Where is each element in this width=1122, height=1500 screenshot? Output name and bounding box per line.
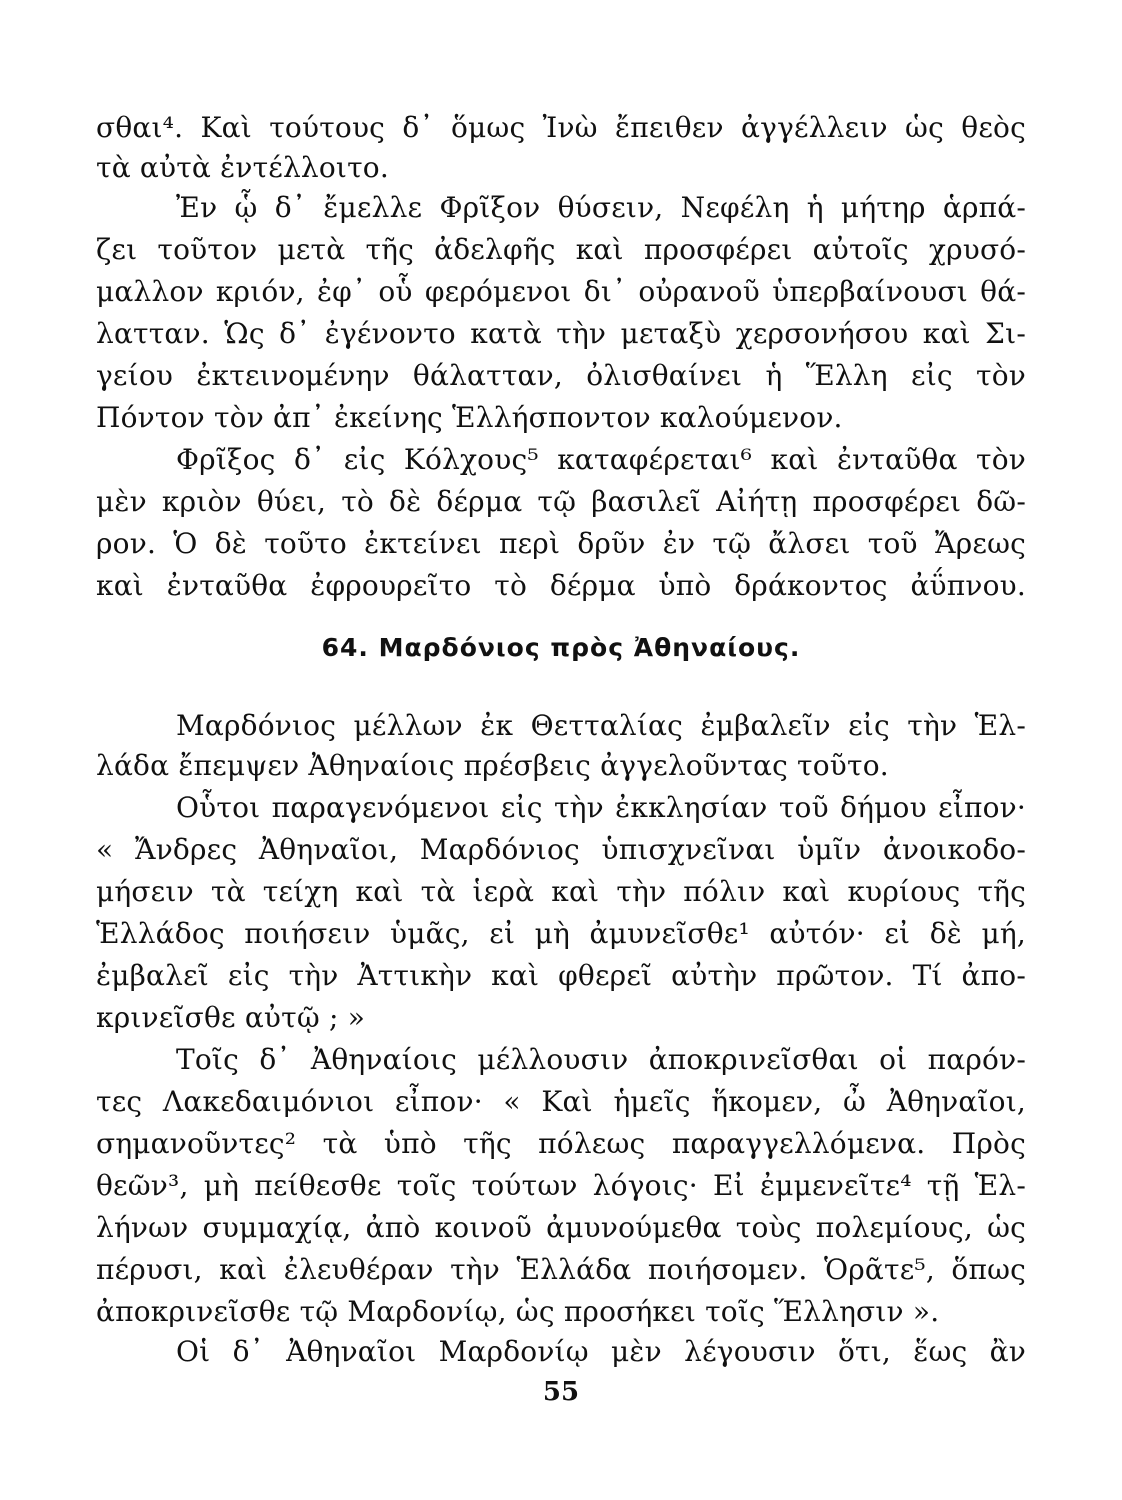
page-number: 55 [542,1377,580,1407]
text-line: ζει τοῦτον μετὰ τῆς ἀδελφῆς καὶ προσφέρει αὐτοῖς χρυσό- [96,233,1026,266]
text-line: μαλλον κριόν, ἐφ᾽ οὗ φερόμενοι δι᾽ οὐρανοῦ ὑπερβαίνουσι θά- [96,275,1026,308]
paragraph-first-line: Φρῖξος δ᾽ εἰς Κόλχους⁵ καταφέρεται⁶ καὶ ἐνταῦθα τὸν [176,443,1026,476]
paragraph-first-line: Οἱ δ᾽ Ἀθηναῖοι Μαρδονίῳ μὲν λέγουσιν ὅτι, ἕως ἂν [176,1335,1026,1368]
text-line: σημανοῦντες² τὰ ὑπὸ τῆς πόλεως παραγγελλόμενα. Πρὸς [96,1127,1026,1160]
paragraph-first-line: Ἐν ᾧ δ᾽ ἔμελλε Φρῖξον θύσειν, Νεφέλη ἡ μήτηρ ἁρπά- [176,191,1026,224]
text-line: κρινεῖσθε αὐτῷ ; » [96,1001,366,1034]
text-line: λήνων συμμαχίᾳ, ἀπὸ κοινοῦ ἀμυνούμεθα τοὺς πολεμίους, ὡς [96,1211,1026,1244]
text-line: τες Λακεδαιμόνιοι εἶπον· « Καὶ ἡμεῖς ἥκομεν, ὦ Ἀθηναῖοι, [96,1085,1026,1118]
text-line: ἀποκρινεῖσθε τῷ Μαρδονίῳ, ὡς προσήκει τοῖς Ἕλλησιν ». [96,1295,940,1328]
section-heading: 64. Μαρδόνιος πρὸς Ἀθηναίους. [321,633,801,662]
text-line: σθαι⁴. Καὶ τούτους δ᾽ ὅμως Ἰνὼ ἔπειθεν ἀγγέλλειν ὡς θεὸς [96,111,1026,144]
text-line: καὶ ἐνταῦθα ἐφρουρεῖτο τὸ δέρμα ὑπὸ δράκοντος ἀΰπνου. [96,569,1026,602]
text-line: ἐμβαλεῖ εἰς τὴν Ἀττικὴν καὶ φθερεῖ αὐτὴν πρῶτον. Τί ἀπο- [96,959,1026,992]
paragraph-first-line: Μαρδόνιος μέλλων ἐκ Θετταλίας ἐμβαλεῖν εἰς τὴν Ἑλ- [176,709,1026,742]
text-line: μὲν κριὸν θύει, τὸ δὲ δέρμα τῷ βασιλεῖ Αἰήτῃ προσφέρει δῶ- [96,485,1026,518]
text-line: πέρυσι, καὶ ἐλευθέραν τὴν Ἑλλάδα ποιήσομεν. Ὁρᾶτε⁵, ὅπως [96,1253,1026,1286]
text-line: θεῶν³, μὴ πείθεσθε τοῖς τούτων λόγοις· Εἰ ἐμμενεῖτε⁴ τῇ Ἑλ- [96,1169,1026,1202]
text-line: Ἑλλάδος ποιήσειν ὑμᾶς, εἰ μὴ ἀμυνεῖσθε¹ αὐτόν· εἰ δὲ μή, [96,917,1026,950]
text-line: γείου ἐκτεινομένην θάλατταν, ὀλισθαίνει ἡ Ἕλλη εἰς τὸν [96,359,1026,392]
paragraph-first-line: Τοῖς δ᾽ Ἀθηναίοις μέλλουσιν ἀποκρινεῖσθαι οἱ παρόν- [176,1043,1026,1076]
text-line: Πόντον τὸν ἀπ᾽ ἐκείνης Ἑλλήσποντον καλούμενον. [96,401,843,434]
text-line: « Ἄνδρες Ἀθηναῖοι, Μαρδόνιος ὑπισχνεῖναι ὑμῖν ἀνοικοδο- [96,833,1026,866]
text-line: ρον. Ὁ δὲ τοῦτο ἐκτείνει περὶ δρῦν ἐν τῷ ἄλσει τοῦ Ἄρεως [96,527,1026,560]
text-line: λάδα ἔπεμψεν Ἀθηναίοις πρέσβεις ἀγγελοῦντας τοῦτο. [96,749,889,782]
text-line: μήσειν τὰ τείχη καὶ τὰ ἱερὰ καὶ τὴν πόλιν καὶ κυρίους τῆς [96,875,1026,908]
paragraph-first-line: Οὗτοι παραγενόμενοι εἰς τὴν ἐκκλησίαν τοῦ δήμου εἶπον· [176,791,1026,824]
text-line: τὰ αὐτὰ ἐντέλλοιτο. [96,151,389,184]
text-line: λατταν. Ὡς δ᾽ ἐγένοντο κατὰ τὴν μεταξὺ χερσονήσου καὶ Σι- [96,317,1026,350]
